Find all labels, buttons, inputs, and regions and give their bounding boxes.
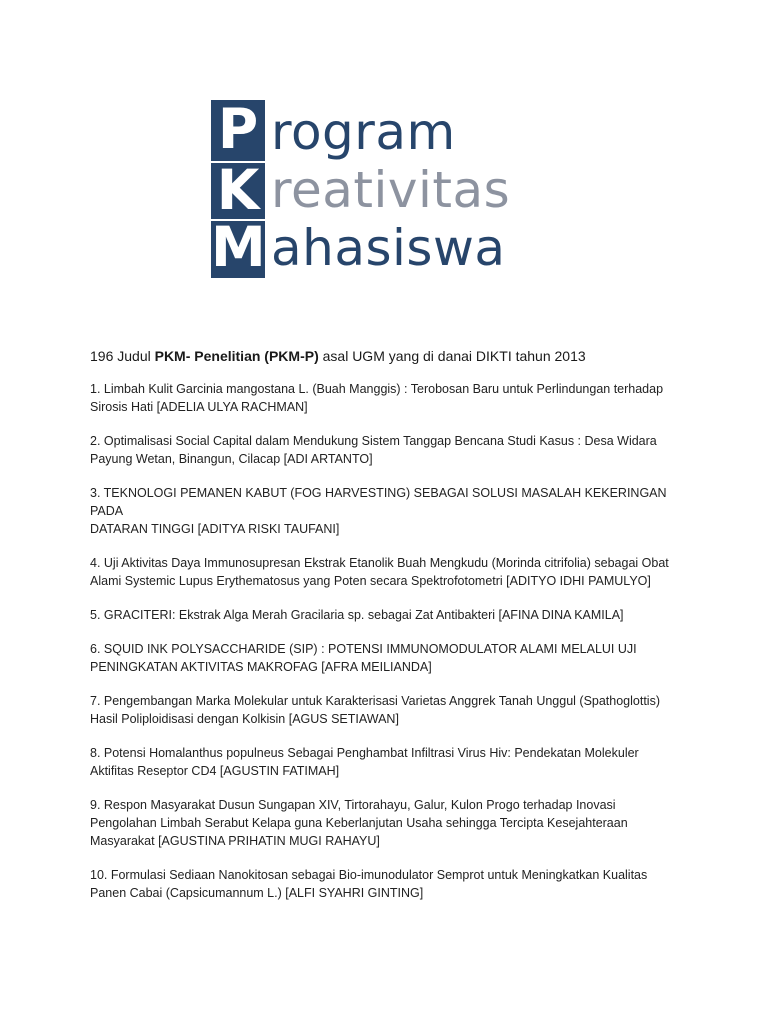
logo-word-mahasiswa: ahasiswa bbox=[271, 219, 506, 277]
logo-word-kreativitas: reativitas bbox=[271, 161, 511, 219]
list-item-line: 7. Pengembangan Marka Molekular untuk Karakterisasi Varietas Anggrek Tanah Unggul (Spathoglottis) bbox=[90, 694, 661, 708]
list-item-line: 9. Respon Masyarakat Dusun Sungapan XIV, Tirtorahayu, Galur, Kulon Progo terhadap Inovasi bbox=[90, 798, 616, 812]
list-item-line: Panen Cabai (Capsicumannum L.) [ALFI SYAHRI GINTING] bbox=[90, 886, 424, 900]
list-item bbox=[90, 866, 690, 902]
title-suffix: asal UGM yang di danai DIKTI tahun 2013 bbox=[318, 348, 586, 364]
list-item-line: PENINGKATAN AKTIVITAS MAKROFAG [AFRA MEILIANDA] bbox=[90, 660, 432, 674]
document-title bbox=[90, 346, 690, 366]
list-item bbox=[90, 640, 690, 676]
list-item-line: 3. TEKNOLOGI PEMANEN KABUT (FOG HARVESTING) SEBAGAI SOLUSI MASALAH KEKERINGAN bbox=[90, 486, 667, 500]
list-item bbox=[90, 606, 690, 624]
list-item-line: Hasil Poliploidisasi dengan Kolkisin [AGUS SETIAWAN] bbox=[90, 712, 399, 726]
list-item-line: 2. Optimalisasi Social Capital dalam Mendukung Sistem Tanggap Bencana Studi Kasus : Desa Widara bbox=[90, 434, 657, 448]
list-item-line: DATARAN TINGGI [ADITYA RISKI TAUFANI] bbox=[90, 522, 340, 536]
document-content bbox=[90, 346, 690, 918]
list-item-line: Pengolahan Limbah Serabut Kelapa guna Keberlanjutan Usaha sehingga Tercipta Kesejahteraan bbox=[90, 816, 628, 830]
list-item bbox=[90, 380, 690, 416]
research-title-list bbox=[90, 380, 690, 902]
logo-word-program: rogram bbox=[271, 103, 456, 161]
logo-initial-k: K bbox=[211, 161, 265, 221]
list-item bbox=[90, 744, 690, 780]
list-item bbox=[90, 554, 690, 590]
list-item-line: Aktifitas Reseptor CD4 [AGUSTIN FATIMAH] bbox=[90, 764, 340, 778]
logo-initial-m: M bbox=[211, 215, 266, 279]
logo-initials-bar bbox=[211, 97, 266, 279]
title-prefix: 196 Judul bbox=[90, 348, 155, 364]
list-item-line: PADA bbox=[90, 504, 124, 518]
list-item-line: Sirosis Hati [ADELIA ULYA RACHMAN] bbox=[90, 400, 308, 414]
list-item bbox=[90, 692, 690, 728]
list-item-line: Masyarakat [AGUSTINA PRIHATIN MUGI RAHAYU] bbox=[90, 834, 380, 848]
list-item-line: 4. Uji Aktivitas Daya Immunosupresan Ekstrak Etanolik Buah Mengkudu (Morinda citrifolia) sebagai Obat bbox=[90, 556, 669, 570]
list-item-line: 10. Formulasi Sediaan Nanokitosan sebagai Bio-imunodulator Semprot untuk Meningkatkan Kualitas bbox=[90, 868, 648, 882]
list-item-line: 6. SQUID INK POLYSACCHARIDE (SIP) : POTENSI IMMUNOMODULATOR ALAMI MELALUI UJI bbox=[90, 642, 637, 656]
list-item-line: 8. Potensi Homalanthus populneus Sebagai Penghambat Infiltrasi Virus Hiv: Pendekatan Molekuler bbox=[90, 746, 639, 760]
list-item-line: Payung Wetan, Binangun, Cilacap [ADI ARTANTO] bbox=[90, 452, 373, 466]
list-item bbox=[90, 484, 690, 538]
title-bold: PKM- Penelitian (PKM-P) bbox=[154, 348, 319, 364]
list-item bbox=[90, 432, 690, 468]
list-item bbox=[90, 796, 690, 850]
list-item-line: Alami Systemic Lupus Erythematosus yang Poten secara Spektrofotometri [ADITYO IDHI PAMULYO] bbox=[90, 574, 651, 588]
pkm-logo bbox=[211, 97, 561, 279]
list-item-line: 1. Limbah Kulit Garcinia mangostana L. (Buah Manggis) : Terobosan Baru untuk Perlindungan terhadap bbox=[90, 382, 664, 396]
list-item-line: 5. GRACITERI: Ekstrak Alga Merah Gracilaria sp. sebagai Zat Antibakteri [AFINA DINA KAMILA] bbox=[90, 608, 624, 622]
logo-initial-p: P bbox=[217, 97, 259, 161]
